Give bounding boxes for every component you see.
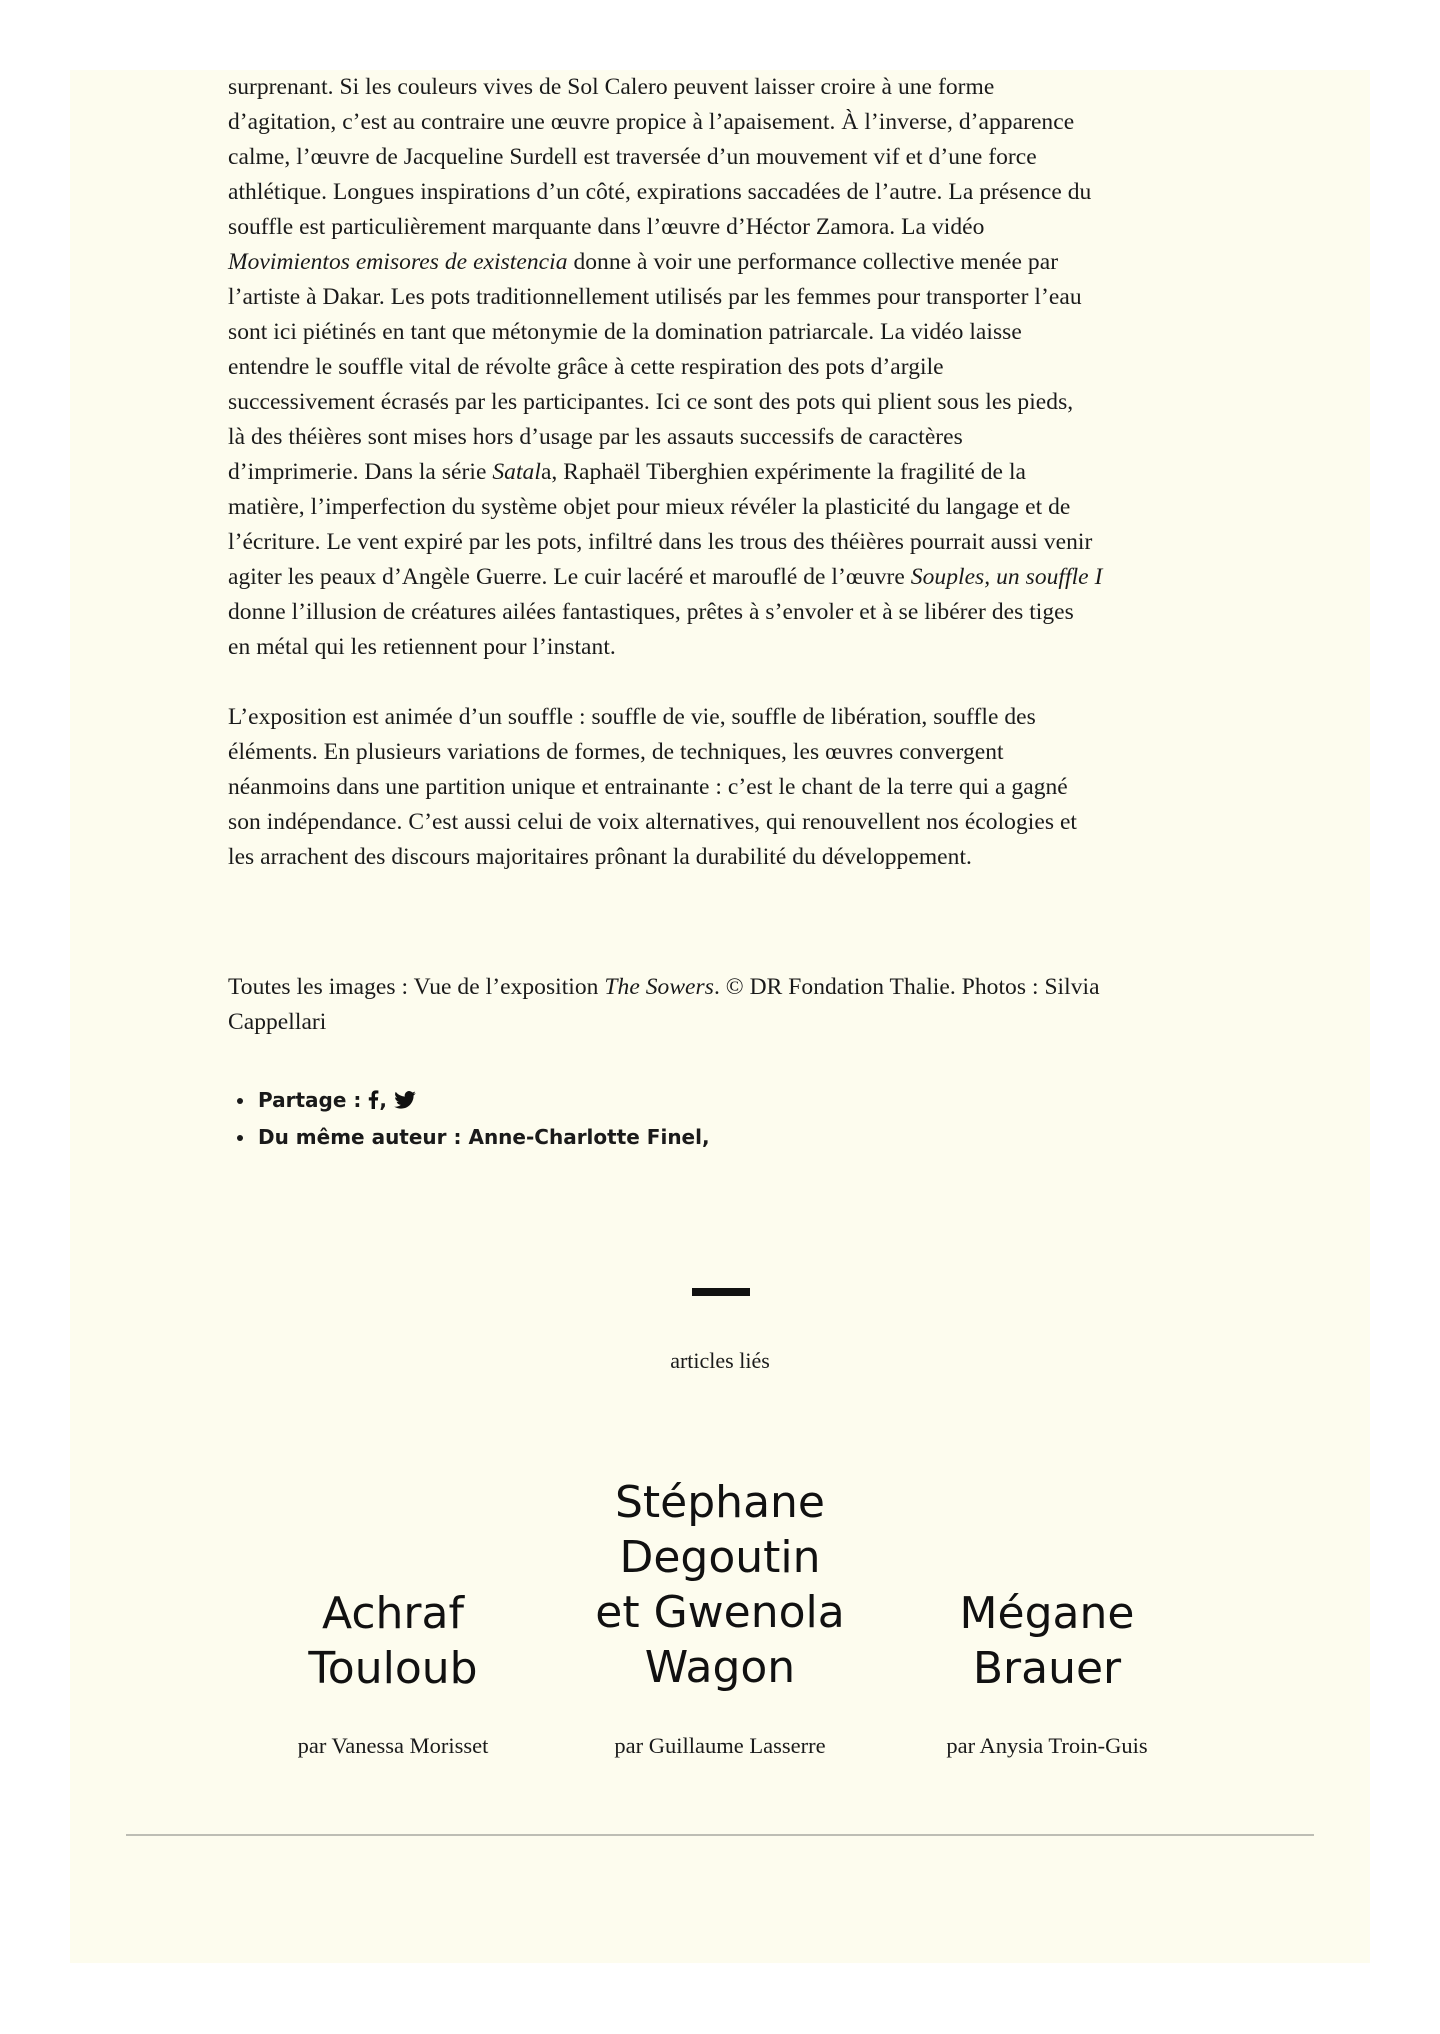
- text-line: néanmoins dans une partition unique et entrainante : c’est le chant de la terre qui a gagné: [228, 774, 1068, 800]
- text-line: l’artiste à Dakar. Les pots traditionnellement utilisés par les femmes pour transporter l’eau: [228, 284, 1082, 310]
- text-line: athlétique. Longues inspirations d’un côté, expirations saccadées de l’autre. La présence du: [228, 179, 1092, 205]
- related-articles-label: articles liés: [670, 1348, 770, 1373]
- text-line: son indépendance. C’est aussi celui de voix alternatives, qui renouvellent nos écologies et: [228, 809, 1077, 835]
- text-line: matière, l’imperfection du système objet pour mieux révéler la plasticité du langage et de: [228, 494, 1071, 520]
- artwork-title: Satal: [492, 459, 541, 485]
- text-line: [228, 245, 1102, 280]
- related-article-author: par Guillaume Lasserre: [614, 1733, 826, 1758]
- same-author-item[interactable]: [256, 1119, 710, 1156]
- text-line: Cappellari: [228, 1009, 327, 1035]
- title-line: Brauer: [972, 1643, 1122, 1694]
- text-line: [228, 560, 1102, 595]
- exhibition-title: The Sowers: [604, 974, 714, 1000]
- text-line: entendre le souffle vital de révolte grâce à cette respiration des pots d’argile: [228, 354, 944, 380]
- same-author-link[interactable]: Du même auteur : Anne-Charlotte Finel,: [258, 1125, 710, 1149]
- artwork-title: Souples, un souffle I: [910, 564, 1103, 590]
- footer-divider: [126, 1834, 1314, 1836]
- article-meta-list: [228, 1082, 710, 1156]
- text-line: d’agitation, c’est au contraire une œuvre propice à l’apaisement. À l’inverse, d’apparence: [228, 109, 1075, 135]
- text-fragment: Toutes les images : Vue de l’exposition: [228, 974, 605, 1000]
- text-line: successivement écrasés par les participantes. Ici ce sont des pots qui plient sous les pieds,: [228, 389, 1074, 415]
- title-line: Stéphane: [615, 1477, 825, 1528]
- title-line: Wagon: [644, 1642, 796, 1693]
- page-panel: [70, 70, 1370, 1963]
- related-article-title[interactable]: [243, 1586, 543, 1696]
- text-line: surprenant. Si les couleurs vives de Sol Calero peuvent laisser croire à une forme: [228, 74, 995, 100]
- text-fragment: d’imprimerie. Dans la série: [228, 459, 493, 485]
- text-line: [228, 455, 1102, 490]
- text-line: en métal qui les retiennent pour l’instant.: [228, 634, 616, 660]
- related-article-author: par Anysia Troin-Guis: [946, 1733, 1148, 1758]
- twitter-icon[interactable]: [394, 1082, 416, 1119]
- text-fragment: a, Raphaël Tiberghien expérimente la fragilité de la: [540, 459, 1026, 485]
- section-divider-dash: [692, 1288, 750, 1296]
- title-line: Mégane: [959, 1588, 1135, 1639]
- article-paragraph: [228, 70, 1102, 665]
- share-label: Partage :: [258, 1088, 369, 1112]
- title-line: Achraf: [322, 1588, 464, 1639]
- text-line: L’exposition est animée d’un souffle : souffle de vie, souffle de libération, souffle des: [228, 704, 1036, 730]
- image-credits: [228, 970, 1100, 1040]
- text-line: calme, l’œuvre de Jacqueline Surdell est traversée d’un mouvement vif et d’une force: [228, 144, 1037, 170]
- related-article-card[interactable]: [570, 1475, 870, 1758]
- title-line: Touloub: [308, 1643, 478, 1694]
- text-fragment: agiter les peaux d’Angèle Guerre. Le cuir lacéré et marouflé de l’œuvre: [228, 564, 911, 590]
- text-line: là des théières sont mises hors d’usage par les assauts successifs de caractères: [228, 424, 963, 450]
- text-line: souffle est particulièrement marquante dans l’œuvre d’Héctor Zamora. La vidéo: [228, 214, 985, 240]
- artwork-title: Movimientos emisores de existencia: [228, 249, 568, 275]
- text-line: les arrachent des discours majoritaires prônant la durabilité du développement.: [228, 844, 972, 870]
- related-article-author: par Vanessa Morisset: [297, 1733, 489, 1758]
- title-line: Degoutin: [619, 1532, 821, 1583]
- text-line: [228, 970, 1100, 1005]
- text-line: éléments. En plusieurs variations de formes, de techniques, les œuvres convergent: [228, 739, 1004, 765]
- text-fragment: . © DR Fondation Thalie. Photos : Silvia: [713, 974, 1100, 1000]
- share-item: [256, 1082, 710, 1119]
- share-separator: ,: [379, 1088, 394, 1112]
- related-article-title[interactable]: [897, 1586, 1197, 1696]
- related-article-title[interactable]: [570, 1475, 870, 1695]
- title-line: et Gwenola: [595, 1587, 845, 1638]
- facebook-icon[interactable]: [368, 1082, 379, 1119]
- text-line: l’écriture. Le vent expiré par les pots, infiltré dans les trous des théières pourrait aussi venir: [228, 529, 1093, 555]
- text-fragment: donne à voir une performance collective menée par: [567, 249, 1059, 275]
- text-line: donne l’illusion de créatures ailées fantastiques, prêtes à s’envoler et à se libérer des tiges: [228, 599, 1074, 625]
- related-article-card[interactable]: [243, 1586, 543, 1758]
- article-paragraph: [228, 700, 1077, 875]
- text-line: sont ici piétinés en tant que métonymie de la domination patriarcale. La vidéo laisse: [228, 319, 1022, 345]
- related-article-card[interactable]: [897, 1586, 1197, 1758]
